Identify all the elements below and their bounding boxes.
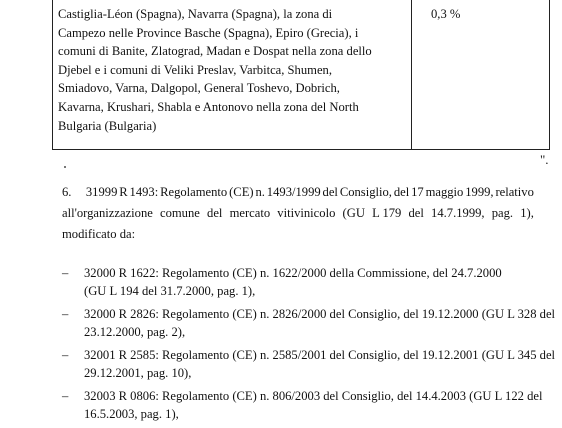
item-word: 1493:: [129, 185, 159, 199]
table-cell-regions: [58, 5, 408, 135]
item-word: (CE): [229, 185, 254, 199]
item-word: 1493/1999: [266, 185, 321, 199]
table-cell-line: Kavarna, Krushari, Shabla e Antonovo nella zona del North: [58, 99, 359, 114]
item-word: Regolamento: [160, 185, 228, 199]
list-item-line: 32001 R 2585: Regolamento (CE) n. 2585/2001 del Consiglio, del 19.12.2001 (GU L 345 del: [84, 348, 556, 362]
list-item-line: 32003 R 0806: Regolamento (CE) n. 806/2003 del Consiglio, del 14.4.2003 (GU L 122 del: [84, 389, 543, 403]
dash-bullet: –: [62, 348, 69, 362]
item-6-line-2: [62, 203, 534, 224]
list-item: [62, 387, 543, 423]
table-cell-line: Smiadovo, Varna, Dalgopol, General Toshevo, Dobrich,: [58, 81, 340, 96]
stray-dot: [64, 166, 66, 168]
table-cell-line: comuni di Banite, Zlatograd, Madan e Dospat nella zona dello: [58, 44, 372, 59]
list-item: [62, 264, 532, 300]
item-word: 1999,: [465, 185, 494, 199]
dash-bullet: –: [62, 266, 69, 280]
item-word: (GU: [342, 206, 365, 220]
item-word: all'organizzazione: [62, 206, 153, 220]
item-word: del: [207, 206, 223, 220]
item-word: relativo: [495, 185, 534, 199]
item-word: vitivinicolo: [277, 206, 336, 220]
amendments-list: [62, 264, 556, 428]
dash-bullet: –: [62, 307, 69, 321]
item-word: n.: [255, 185, 265, 199]
table-cell-line: Djebel e i comuni di Veliki Preslav, Varbitca, Shumen,: [58, 62, 332, 77]
item-6-line-1: [62, 182, 534, 203]
list-item-line: 29.12.2001, pag. 10),: [84, 366, 192, 380]
table-cell-line: Castiglia-Léon (Spagna), Navarra (Spagna), la zona di: [58, 7, 333, 21]
item-word: comune: [160, 206, 200, 220]
regions-table: [52, 0, 550, 150]
dash-bullet: –: [62, 389, 69, 403]
item-word: 17: [411, 185, 424, 199]
list-item-line: 32000 R 1622: Regolamento (CE) n. 1622/2000 della Commissione, del 24.7.2000: [84, 266, 502, 280]
item-word: 31999: [85, 185, 118, 199]
item-word: 14.7.1999,: [431, 206, 485, 220]
list-item-line: 16.5.2003, pag. 1),: [84, 407, 179, 421]
list-item-line: (GU L 194 del 31.7.2000, pag. 1),: [84, 284, 256, 298]
list-item: [62, 305, 556, 341]
item-word: 1),: [520, 206, 534, 220]
table-cell-percentage: 0,3 %: [431, 7, 461, 21]
item-number: 6.: [62, 185, 72, 199]
closing-quote: ".: [540, 152, 549, 167]
list-item-line: 32000 R 2826: Regolamento (CE) n. 2826/2000 del Consiglio, del 19.12.2000 (GU L 328 del: [84, 307, 556, 321]
item-word: Consiglio,: [339, 185, 392, 199]
item-word: maggio: [425, 185, 464, 199]
item-word: del: [322, 185, 338, 199]
item-word: L 179: [372, 206, 402, 220]
table-cell-line: Campezo nelle Province Basche (Spagna), Epiro (Grecia), i: [58, 25, 359, 40]
table-cell-line: Bulgaria (Bulgaria): [58, 118, 157, 133]
list-item: [62, 346, 556, 382]
item-word: del: [393, 185, 410, 199]
item-word: mercato: [229, 206, 271, 220]
item-6-line-3: modificato da:: [62, 227, 136, 241]
table-column-divider: [411, 0, 412, 149]
item-word: R: [119, 185, 128, 199]
item-6-paragraph: [62, 182, 534, 245]
item-word: pag.: [491, 206, 514, 220]
list-item-line: 23.12.2000, pag. 2),: [84, 325, 186, 339]
item-word: del: [408, 206, 424, 220]
